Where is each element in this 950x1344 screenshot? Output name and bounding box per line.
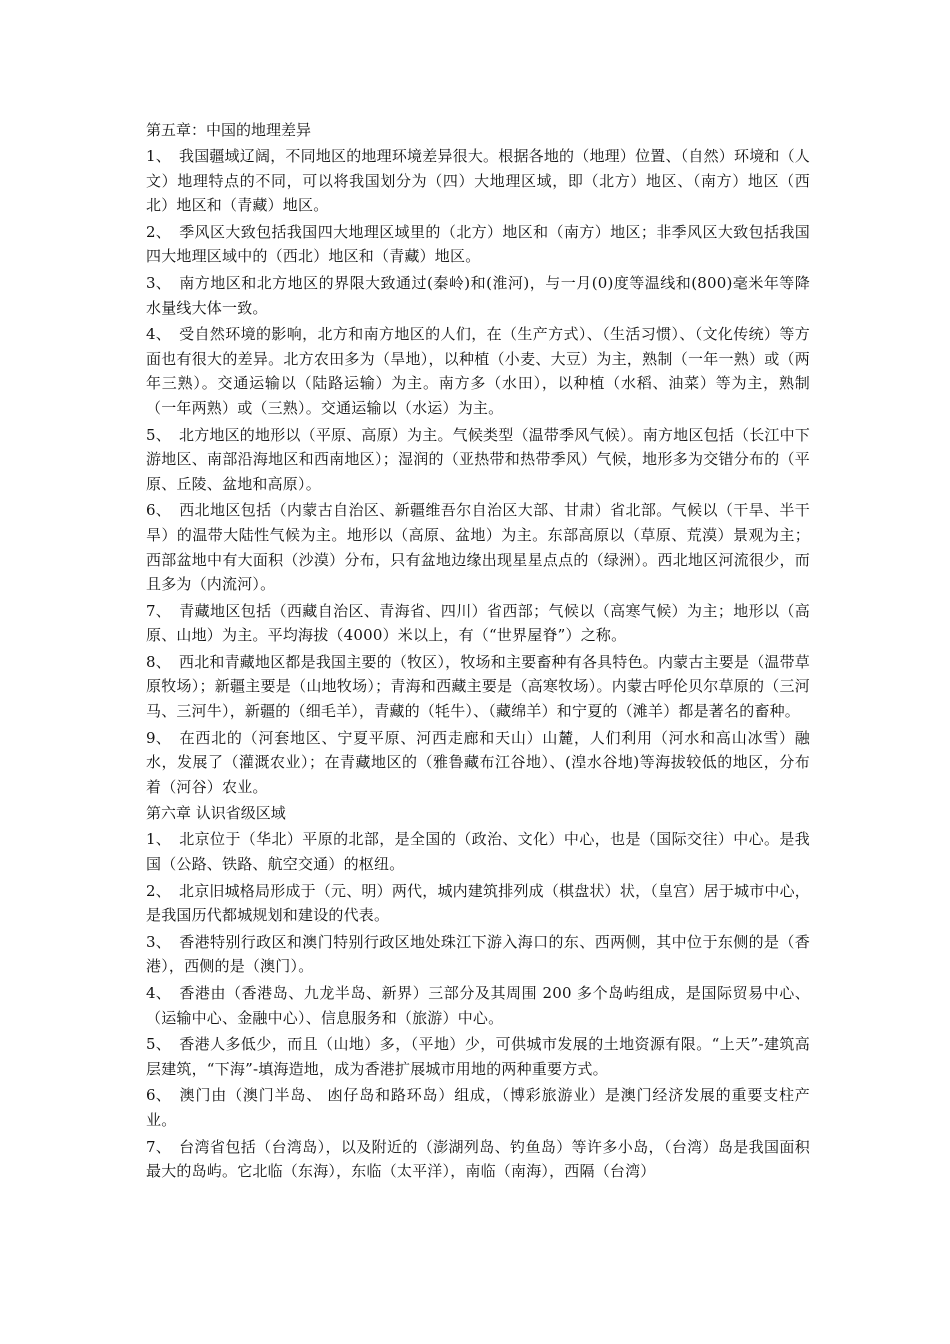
list-item (146, 726, 810, 800)
document-page (146, 118, 810, 1186)
list-item (146, 271, 810, 320)
list-item (146, 879, 810, 928)
item-number: 6、 (146, 1086, 171, 1105)
list-item (146, 423, 810, 497)
list-item (146, 930, 810, 979)
item-number: 7、 (146, 601, 171, 620)
list-item (146, 1135, 810, 1184)
item-number: 8、 (146, 652, 171, 671)
item-number: 5、 (146, 1035, 171, 1054)
item-text: 我国疆域辽阔，不同地区的地理环境差异很大。根据各地的（地理）位置、（自然）环境和（人文）地理特点的不同，可以将我国划分为（四）大地理区域，即（北方）地区、（南方）地区（西北）地区和（青藏）地区。 (146, 147, 810, 215)
chapter-6-items (146, 827, 810, 1183)
list-item (146, 322, 810, 420)
item-number: 6、 (146, 501, 171, 520)
list-item (146, 981, 810, 1030)
list-item (146, 1032, 810, 1081)
item-text: 香港人多低少，而且（山地）多，（平地）少，可供城市发展的土地资源有限。“上天”-建筑高层建筑，“下海”-填海造地，成为香港扩展城市用地的两种重要方式。 (146, 1035, 810, 1078)
chapter-6-title: 第六章 认识省级区域 (146, 804, 286, 823)
item-text: 西北和青藏地区都是我国主要的（牧区），牧场和主要畜种有各具特色。内蒙古主要是（温带草原牧场）；新疆主要是（山地牧场）；青海和西藏主要是（高寒牧场）。内蒙古呼伦贝尔草原的（三河马、三河牛），新疆的（细毛羊），青藏的（牦牛）、（藏绵羊）和宁夏的（滩羊）都是著名的畜种。 (146, 652, 810, 721)
item-text: 西北地区包括（内蒙古自治区、新疆维吾尔自治区大部、甘肃）省北部。气候以（干旱、半干旱）的温带大陆性气候为主。地形以（高原、盆地）为主。东部高原以（草原、荒漠）景观为主；西部盆地中有大面积（沙漠）分布，只有盆地边缘出现星星点点的（绿洲）。西北地区河流很少，而且多为（内流河）。 (146, 501, 810, 594)
item-number: 5、 (146, 425, 171, 444)
item-text: 香港由（香港岛、九龙半岛、新界）三部分及其周围 200 多个岛屿组成，是国际贸易中心、（运输中心、金融中心）、信息服务和（旅游）中心。 (146, 984, 810, 1027)
item-text: 台湾省包括（台湾岛），以及附近的（澎湖列岛、钓鱼岛）等许多小岛，（台湾）岛是我国面积最大的岛屿。它北临（东海），东临（太平洋），南临（南海），西隔（台湾） (146, 1137, 810, 1181)
chapter-5-items (146, 144, 810, 799)
item-text: 受自然环境的影响，北方和南方地区的人们，在（生产方式）、（生活习惯）、（文化传统）等方面也有很大的差异。北方农田多为（旱地），以种植（小麦、大豆）为主，熟制（一年一熟）或（两年三熟）。交通运输以（陆路运输）为主。南方多（水田），以种植（水稻、油菜）等为主，熟制（一年两熟）或（三熟）。交通运输以（水运）为主。 (146, 325, 810, 417)
item-text: 北方地区的地形以（平原、高原）为主。气候类型（温带季风气候）。南方地区包括（长江中下游地区、南部沿海地区和西南地区）；湿润的（亚热带和热带季风）气候，地形多为交错分布的（平原、丘陵、盆地和高原）。 (146, 425, 810, 493)
item-number: 2、 (146, 881, 171, 900)
chapter-5-title: 第五章：中国的地理差异 (146, 121, 312, 139)
list-item (146, 599, 810, 648)
item-number: 9、 (146, 728, 171, 747)
item-text: 北京位于（华北）平原的北部，是全国的（政治、文化）中心，也是（国际交往）中心。是我国（公路、铁路、航空交通）的枢纽。 (146, 830, 810, 874)
item-text: 北京旧城格局形成于（元、明）两代，城内建筑排列成（棋盘状）状，（皇宫）居于城市中心，是我国历代都城规划和建设的代表。 (146, 881, 810, 925)
item-text: 南方地区和北方地区的界限大致通过(秦岭)和(淮河)，与一月(0)度等温线和(800)毫米年等降水量线大体一致。 (146, 273, 810, 317)
list-item (146, 144, 810, 218)
item-number: 3、 (146, 932, 171, 951)
list-item (146, 220, 810, 269)
item-text: 澳门由（澳门半岛、 凼仔岛和路环岛）组成，（博彩旅游业）是澳门经济发展的重要支柱产业。 (146, 1086, 810, 1129)
list-item (146, 650, 810, 724)
item-text: 在西北的（河套地区、宁夏平原、河西走廊和天山）山麓，人们利用（河水和高山冰雪）融水，发展了（灌溉农业）；在青藏地区的（雅鲁藏布江谷地）、(湟水谷地)等海拔较低的地区，分布着（河谷）农业。 (146, 728, 810, 796)
list-item (146, 827, 810, 876)
item-number: 4、 (146, 325, 171, 344)
item-number: 1、 (146, 830, 171, 849)
item-number: 3、 (146, 273, 171, 292)
list-item (146, 498, 810, 596)
item-number: 2、 (146, 222, 171, 241)
item-number: 1、 (146, 147, 171, 165)
item-number: 7、 (146, 1137, 171, 1156)
list-item (146, 1083, 810, 1132)
item-text: 香港特别行政区和澳门特别行政区地处珠江下游入海口的东、西两侧，其中位于东侧的是（香港），西侧的是（澳门）。 (146, 932, 810, 976)
item-number: 4、 (146, 984, 171, 1002)
item-text: 青藏地区包括（西藏自治区、青海省、四川）省西部；气候以（高寒气候）为主；地形以（高原、山地）为主。平均海拔（4000）米以上，有（“世界屋脊”）之称。 (146, 601, 810, 645)
item-text: 季风区大致包括我国四大地理区域里的（北方）地区和（南方）地区；非季风区大致包括我国四大地理区域中的（西北）地区和（青藏）地区。 (146, 222, 810, 266)
